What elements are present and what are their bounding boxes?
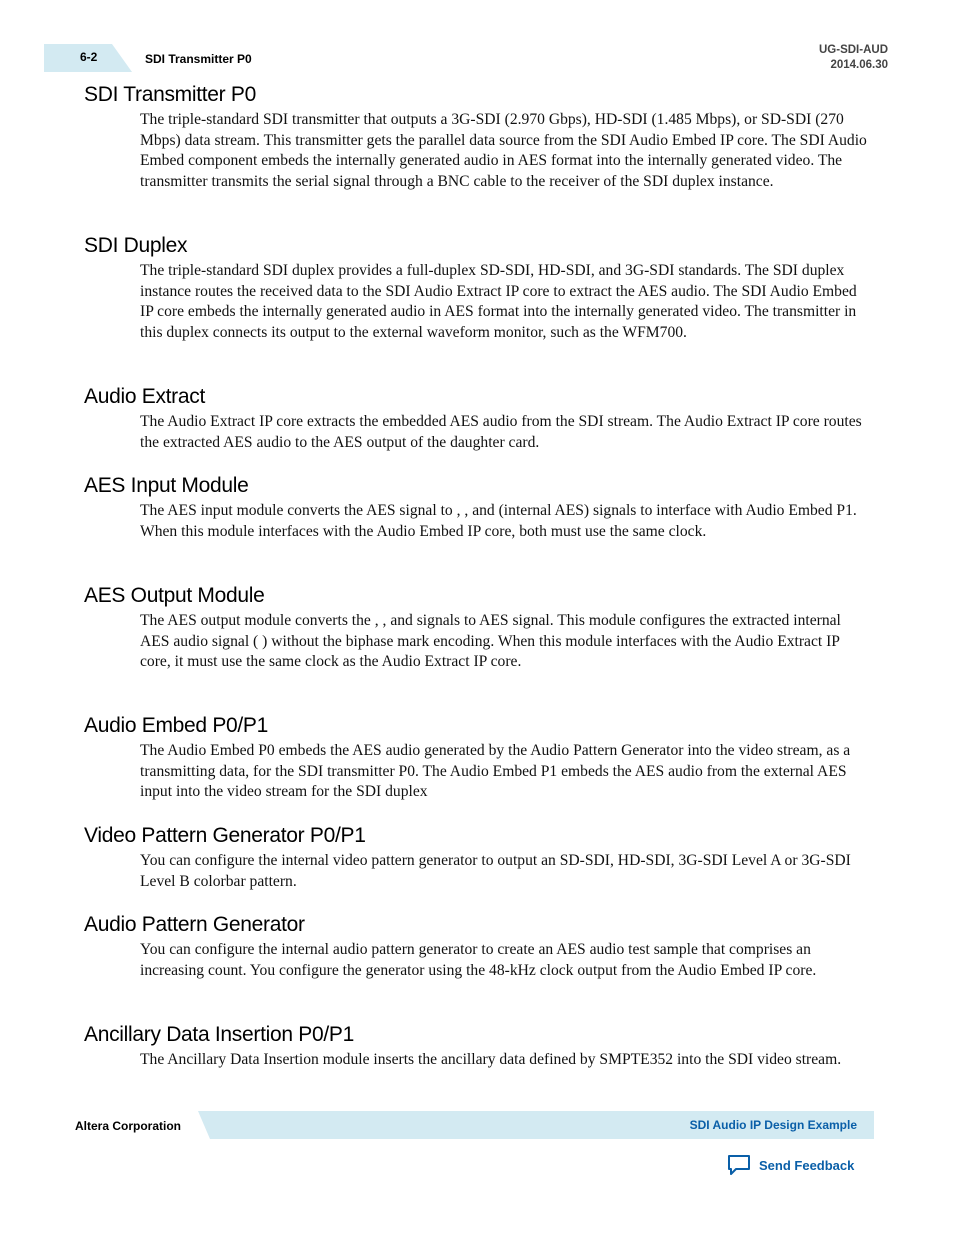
footer-doc-title-link[interactable]: SDI Audio IP Design Example <box>689 1118 857 1132</box>
section-sdi-duplex <box>84 233 874 344</box>
footer-company: Altera Corporation <box>75 1119 182 1133</box>
section-sdi-transmitter <box>84 82 874 193</box>
doc-id: UG-SDI-AUD <box>819 44 888 56</box>
section-body: You can configure the internal audio pattern generator to create an AES audio test sample that comprises an increasing count. You configure the generator using the 48-kHz clock output from the Audio Embed IP core. <box>140 941 817 979</box>
section-body: The AES input module converts the AES signal to , , and (internal AES) signals to interface with Audio Embed P1. When this module interfaces with the Audio Embed IP core, both must use the same clock. <box>140 502 857 540</box>
section-heading: AES Input Module <box>84 474 249 497</box>
running-section-title: SDI Transmitter P0 <box>145 52 252 66</box>
section-heading: SDI Duplex <box>84 234 188 257</box>
section-ancillary-data-insertion <box>84 1022 874 1071</box>
section-heading: Audio Extract <box>84 385 205 408</box>
section-body: The Audio Embed P0 embeds the AES audio generated by the Audio Pattern Generator into the video stream, as a transmitting data, for the SDI transmitter P0. The Audio Embed P1 embeds the AES audio from the external AES input into the video stream for the SDI duplex <box>140 742 851 801</box>
section-audio-extract <box>84 384 874 453</box>
doc-date: 2014.06.30 <box>830 59 888 71</box>
section-heading: AES Output Module <box>84 584 265 607</box>
doc-identifier <box>819 43 888 73</box>
section-heading: SDI Transmitter P0 <box>84 83 256 106</box>
page-number: 6-2 <box>80 50 98 64</box>
section-heading: Ancillary Data Insertion P0/P1 <box>84 1023 354 1046</box>
section-audio-embed <box>84 713 874 803</box>
section-heading: Audio Pattern Generator <box>84 913 305 936</box>
section-aes-input-module <box>84 473 874 542</box>
section-body: The triple-standard SDI transmitter that outputs a 3G-SDI (2.970 Gbps), HD-SDI (1.485 Mbps), or SD-SDI (270 Mbps) data stream. This transmitter gets the parallel data source from the SDI Audio Embed IP core. The SDI Audio Embed component embeds the internally generated audio in AES format into the internally generated video. The transmitter transmits the serial signal through a BNC cable to the receiver of the SDI duplex instance. <box>140 111 867 191</box>
section-body: The triple-standard SDI duplex provides a full-duplex SD-SDI, HD-SDI, and 3G-SDI standards. The SDI duplex instance routes the received data to the SDI Audio Extract IP core to extract the AES audio. The SDI Audio Embed IP core embeds the internally generated audio in AES format into the internally generated video. The transmitter in this duplex connects its output to the external waveform monitor, such as the WFM700. <box>140 262 857 342</box>
section-heading: Video Pattern Generator P0/P1 <box>84 824 366 847</box>
section-audio-pattern-generator <box>84 912 874 981</box>
section-heading: Audio Embed P0/P1 <box>84 714 269 737</box>
send-feedback-label: Send Feedback <box>759 1157 855 1173</box>
speech-bubble-icon <box>727 1154 751 1176</box>
section-body: You can configure the internal video pattern generator to output an SD-SDI, HD-SDI, 3G-SDI Level A or 3G-SDI Level B colorbar pattern. <box>140 852 851 890</box>
section-body: The Ancillary Data Insertion module inserts the ancillary data defined by SMPTE352 into the SDI video stream. <box>140 1051 842 1068</box>
section-video-pattern-generator <box>84 823 874 892</box>
section-body: The Audio Extract IP core extracts the embedded AES audio from the SDI stream. The Audio Extract IP core routes the extracted AES audio to the AES output of the daughter card. <box>140 413 862 451</box>
section-body: The AES output module converts the , , and signals to AES signal. This module configures the extracted internal AES audio signal ( ) without the biphase mark encoding. When this module interfaces with the Audio Extract IP core, it must use the same clock as the Audio Extract IP core. <box>140 612 841 671</box>
section-aes-output-module <box>84 583 874 673</box>
send-feedback-link[interactable] <box>727 1154 854 1176</box>
